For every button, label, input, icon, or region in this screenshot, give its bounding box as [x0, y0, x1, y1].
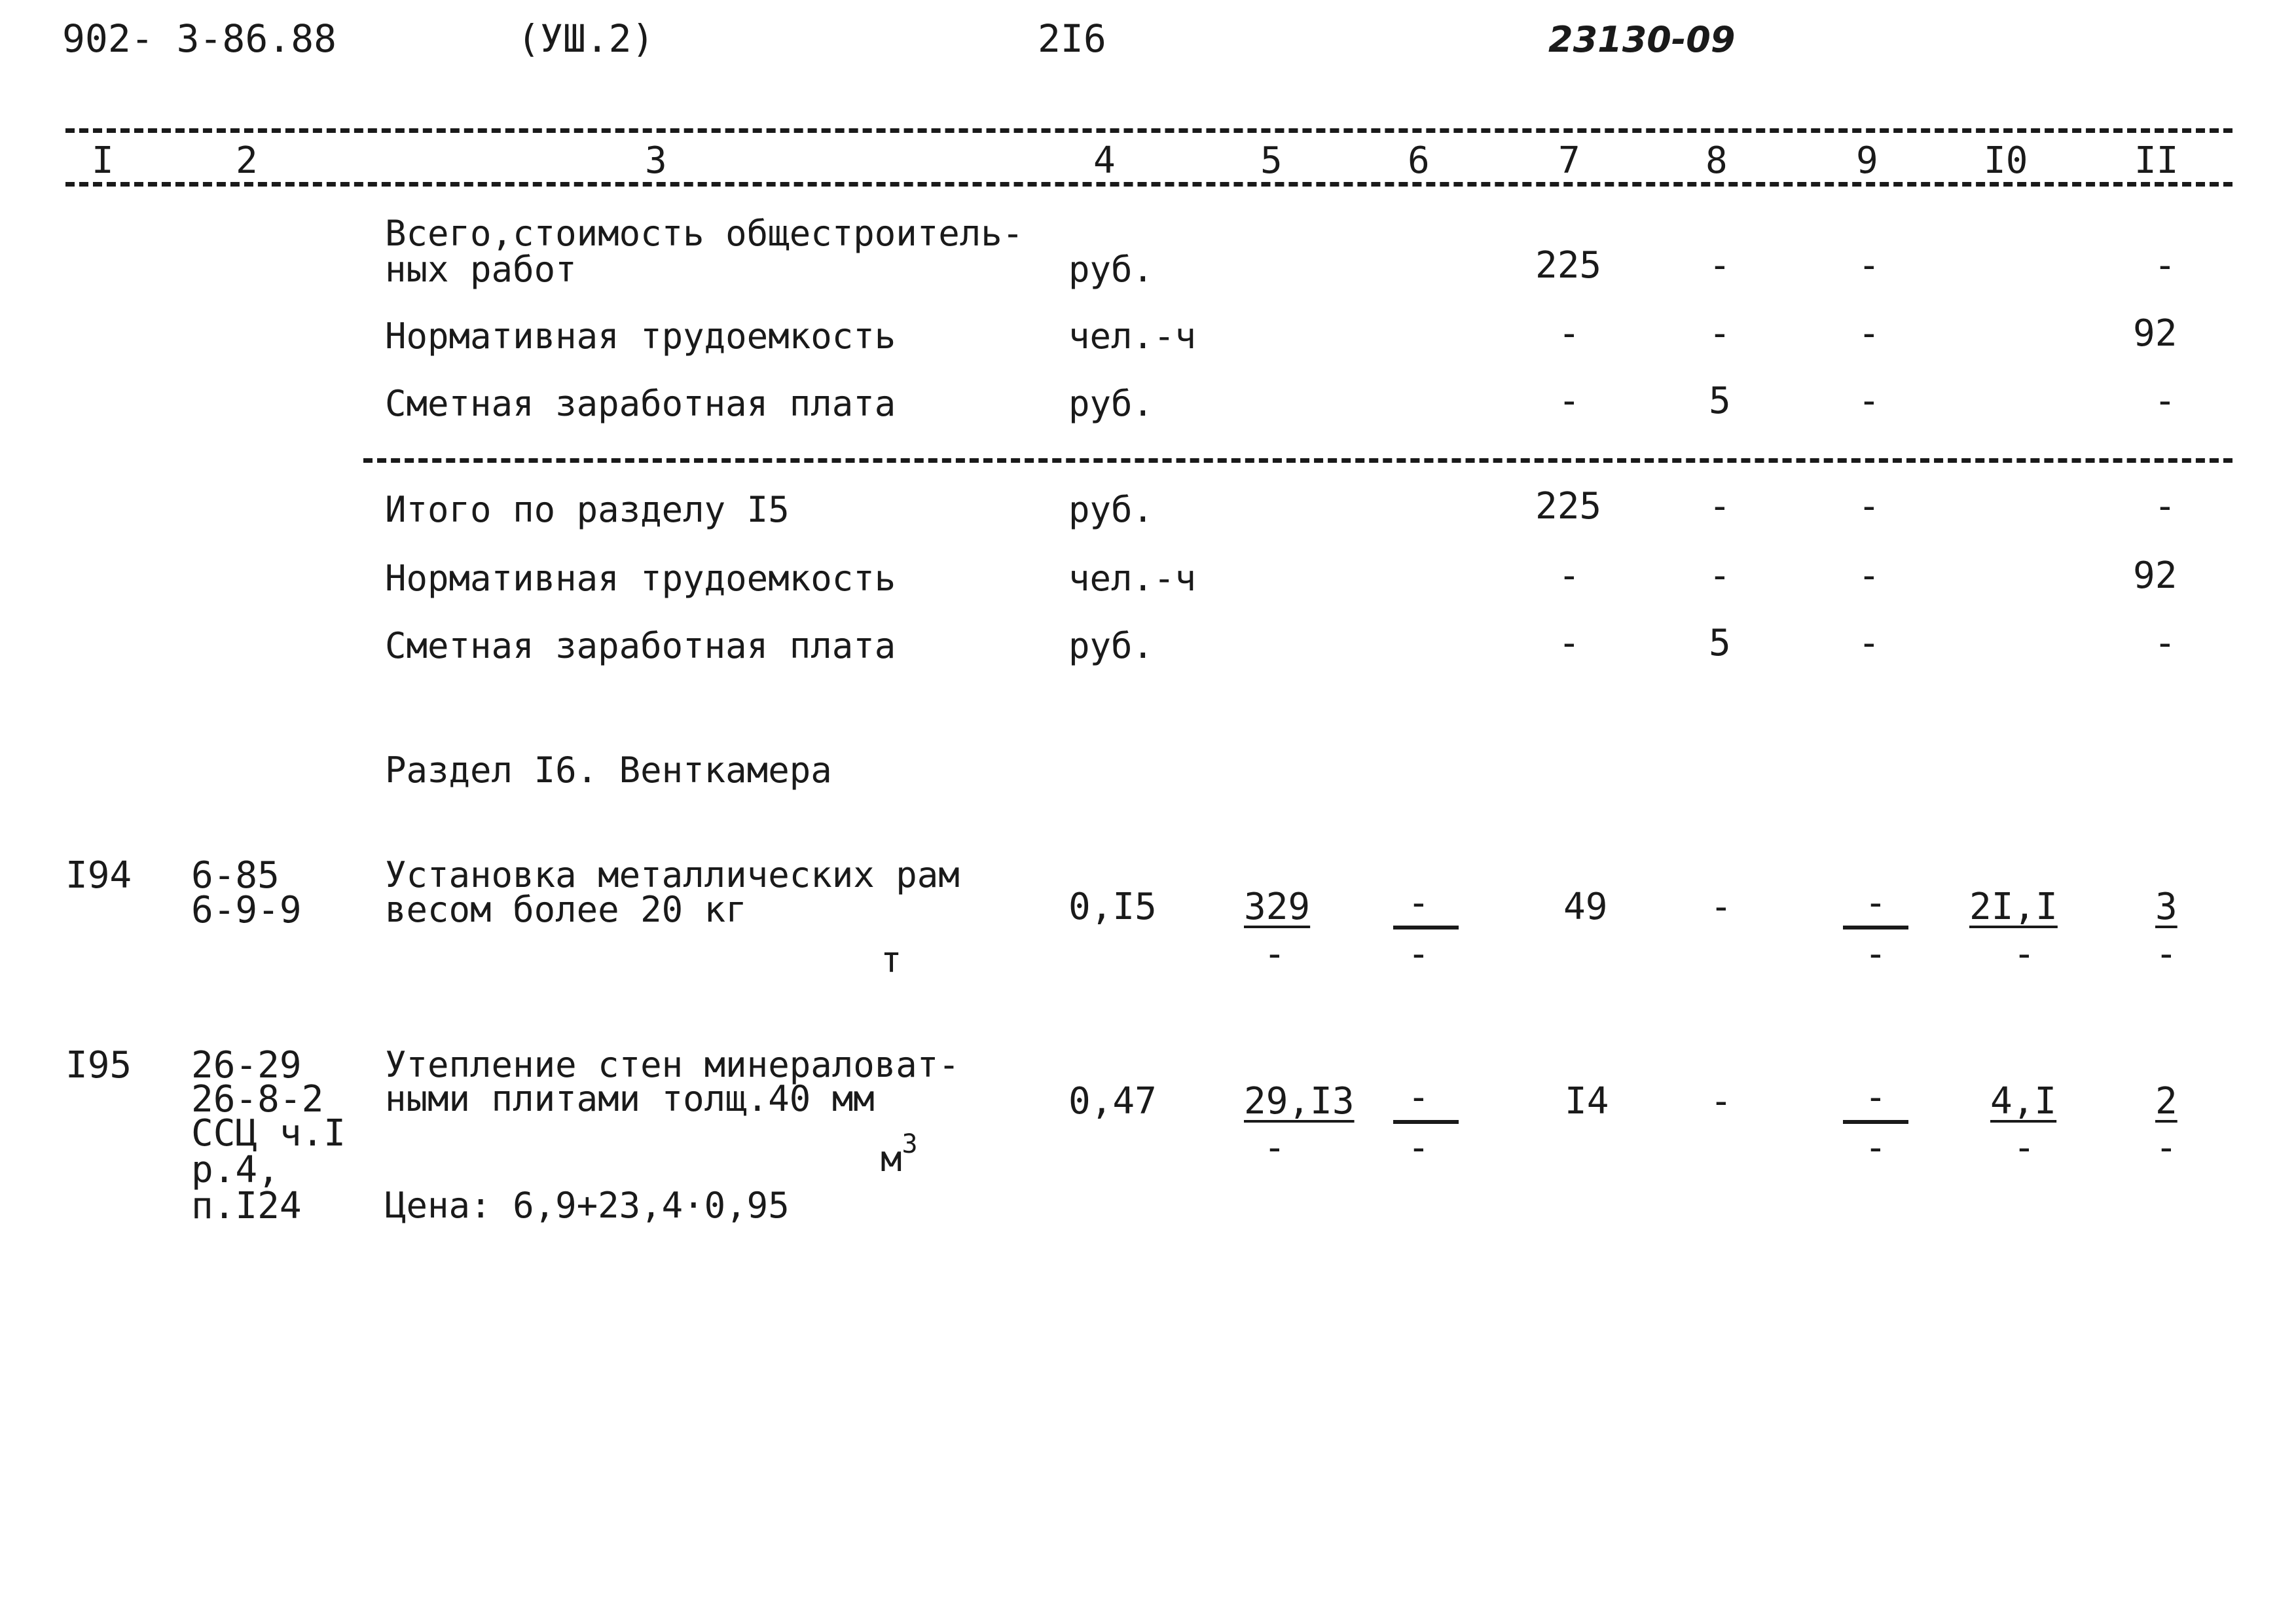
cell-col9: - [1858, 380, 1880, 422]
cell-col9-lower: - [1865, 1127, 1887, 1169]
cell-col11: 3 [2155, 886, 2178, 928]
col-header-5: 5 [1260, 139, 1283, 182]
cell-col5-lower: - [1264, 1127, 1286, 1169]
fraction-bar [1843, 1120, 1908, 1124]
fraction-bar [1393, 926, 1459, 929]
cell-col11: - [2154, 485, 2176, 528]
row-unit: руб. [1068, 489, 1154, 530]
item-quantity: 0,47 [1068, 1080, 1157, 1123]
cell-col10: 2I,I [1969, 886, 2058, 928]
cell-col9: - [1858, 622, 1880, 664]
cell-col7: 49 [1563, 886, 1608, 928]
unit-exponent: 3 [902, 1129, 918, 1159]
album-code: (УШ.2) [517, 16, 655, 61]
doc-code: 902- 3-86.88 [62, 16, 337, 61]
col-header-7: 7 [1558, 139, 1580, 182]
item-unit [881, 1129, 918, 1180]
col-header-2: 2 [236, 139, 258, 182]
cell-col7: 225 [1535, 244, 1602, 287]
cell-col9: - [1858, 485, 1880, 528]
header-rule-bottom [65, 182, 2232, 187]
cell-col11: 2 [2155, 1080, 2178, 1123]
cell-col10: 4,I [1990, 1080, 2057, 1123]
cell-col6: - [1408, 1076, 1430, 1119]
cell-col8: 5 [1709, 380, 1731, 422]
cell-col6-lower: - [1408, 933, 1430, 975]
item-number: I94 [65, 854, 132, 897]
cell-col11: - [2154, 380, 2176, 422]
norm-code: 26-29 [191, 1044, 302, 1087]
item-name: весом более 20 кг [385, 889, 747, 930]
cell-col8: - [1709, 554, 1731, 597]
cell-col8: - [1709, 485, 1731, 528]
cell-col10-lower: - [2013, 1127, 2035, 1169]
page-number: 2I6 [1038, 16, 1106, 61]
cell-col9: - [1858, 244, 1880, 287]
row-name: Сметная заработная плата [385, 383, 896, 424]
norm-code: 6-9-9 [191, 889, 302, 931]
row-unit: руб. [1068, 249, 1154, 290]
col-header-1: I [92, 139, 114, 182]
cell-col11-lower: - [2155, 933, 2178, 975]
item-unit: т [881, 939, 902, 981]
item-number: I95 [65, 1044, 132, 1087]
cell-col11: 92 [2133, 312, 2178, 355]
cell-col7: - [1558, 622, 1580, 664]
row-name: Всего,стоимость общестроитель- [385, 213, 1024, 254]
item-name: ными плитами толщ.40 мм [385, 1078, 875, 1119]
cell-col6: - [1408, 882, 1430, 924]
inventory-stamp: 23130-09 [1548, 19, 1736, 60]
cell-col7: I4 [1565, 1080, 1609, 1123]
item-quantity: 0,I5 [1068, 886, 1157, 928]
cell-col9-lower: - [1865, 933, 1887, 975]
cell-col7: - [1558, 554, 1580, 597]
row-name: Итого по разделу I5 [385, 489, 790, 530]
cell-col9: - [1858, 554, 1880, 597]
cell-col11: 92 [2133, 554, 2178, 597]
cell-col9: - [1858, 312, 1880, 355]
cell-col5: 29,I3 [1244, 1080, 1355, 1123]
cell-col8: - [1709, 312, 1731, 355]
cell-col9: - [1865, 1076, 1887, 1119]
cell-col7: - [1558, 380, 1580, 422]
fraction-bar [1393, 1120, 1459, 1124]
cell-col11-lower: - [2155, 1127, 2178, 1169]
col-header-3: 3 [645, 139, 667, 182]
item-name: Установка металлических рам [385, 854, 960, 895]
row-name: Нормативная трудоемкость [385, 316, 896, 357]
fraction-bar [1843, 926, 1908, 929]
col-header-8: 8 [1705, 139, 1728, 182]
norm-code: 6-85 [191, 854, 280, 897]
unit-base: м [881, 1138, 902, 1180]
cell-col11: - [2154, 622, 2176, 664]
col-header-6: 6 [1408, 139, 1430, 182]
cell-col8: - [1709, 244, 1731, 287]
col-header-10: I0 [1984, 139, 2028, 182]
cell-col8: 5 [1709, 622, 1731, 664]
row-unit: чел.-ч [1068, 316, 1197, 357]
row-name: Нормативная трудоемкость [385, 558, 896, 599]
cell-col9: - [1865, 882, 1887, 924]
norm-code: 26-8-2 [191, 1078, 324, 1121]
cell-col5: 329 [1244, 886, 1311, 928]
row-unit: чел.-ч [1068, 558, 1197, 599]
header-rule-top [65, 128, 2232, 133]
cell-col6-lower: - [1408, 1127, 1430, 1169]
section-divider [363, 458, 2232, 463]
cell-col10-lower: - [2013, 933, 2035, 975]
cell-col7: - [1558, 312, 1580, 355]
price-note: Цена: 6,9+23,4·0,95 [385, 1185, 790, 1226]
col-header-9: 9 [1856, 139, 1878, 182]
cell-col8: - [1710, 886, 1732, 928]
row-unit: руб. [1068, 383, 1154, 424]
cell-col5-lower: - [1264, 933, 1286, 975]
row-name: Сметная заработная плата [385, 625, 896, 666]
cell-col11: - [2154, 244, 2176, 287]
cell-col8: - [1710, 1080, 1732, 1123]
item-name: Утепление стен минераловат- [385, 1044, 960, 1085]
norm-code: п.I24 [191, 1185, 302, 1227]
row-unit: руб. [1068, 625, 1154, 666]
norm-code: ССЦ ч.I [191, 1112, 346, 1155]
col-header-4: 4 [1093, 139, 1116, 182]
row-name: ных работ [385, 249, 577, 290]
cell-col7: 225 [1535, 485, 1602, 528]
section-title: Раздел I6. Венткамера [385, 749, 832, 791]
col-header-11: II [2134, 139, 2179, 182]
norm-code: р.4, [191, 1149, 280, 1191]
